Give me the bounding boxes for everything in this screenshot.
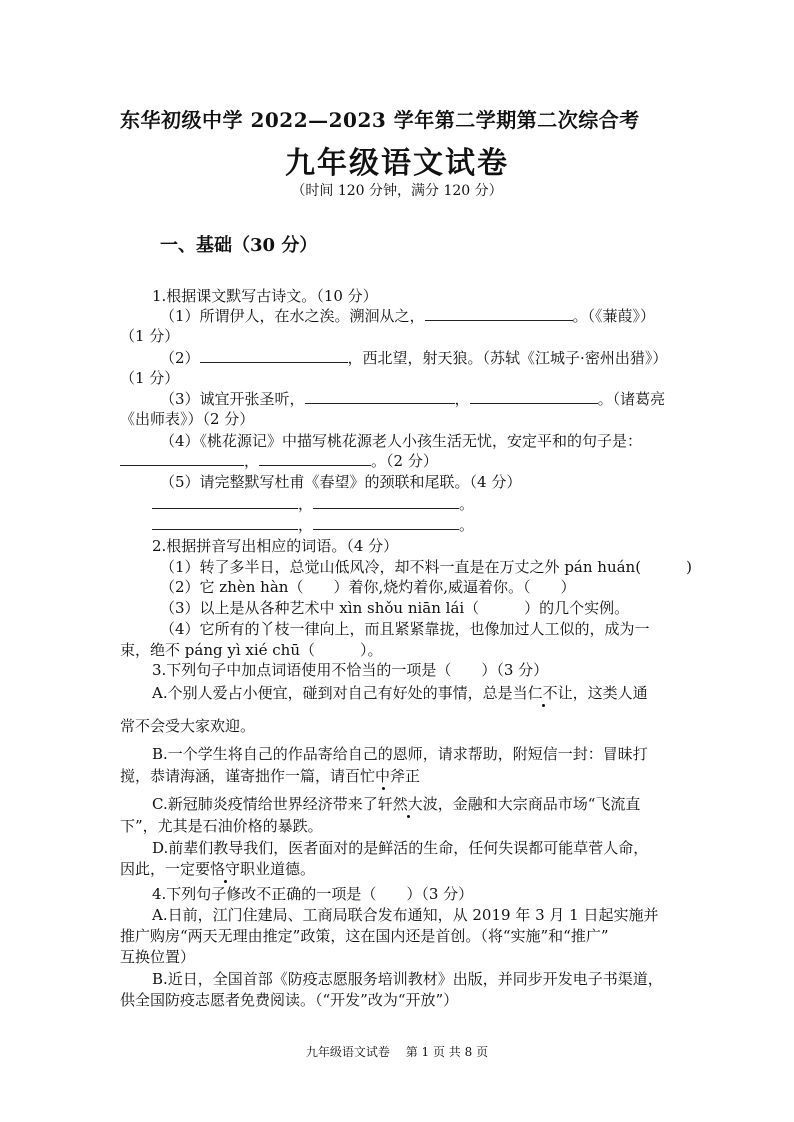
question-1-item-1-score: （1 分）	[120, 327, 180, 345]
question-3-option-b-cont: 搅，恭请海涵，谨寄拙作一篇，请百忙中斧正	[120, 767, 421, 785]
question-3-option-c-cont: 下”，尤其是石油价格的暴跌。	[120, 817, 323, 835]
section-heading: 一、基础（30 分）	[160, 235, 318, 256]
answer-blank[interactable]	[259, 451, 371, 466]
answer-blank[interactable]	[470, 389, 598, 404]
exam-time-score: （时间 120 分钟，满分 120 分）	[291, 183, 503, 199]
page-title: 九年级语文试卷	[285, 146, 509, 181]
question-3-option-a-cont: 常不会受大家欢迎。	[120, 717, 256, 735]
question-1-item-5-answer-row-1: ， 。	[152, 494, 474, 514]
question-4-option-a-cont-2: 互换位置）	[120, 948, 196, 966]
question-1-item-1: （1）所谓伊人，在水之涘。溯洄从之， 。（《蒹葭》）	[160, 307, 656, 325]
question-3-option-b: B.一个学生将自己的作品寄给自己的恩师，请求帮助，附短信一封：冒昧打	[152, 745, 648, 763]
question-3-stem: 3.下列句子中加点词语使用不恰当的一项是（ ）（3 分）	[152, 661, 549, 679]
answer-blank[interactable]	[425, 306, 573, 321]
page-footer: 九年级语文试卷 第 1 页 共 8 页	[305, 1045, 489, 1059]
question-2-item-4-cont: 束，绝不 páng yì xié chū（ ）。	[120, 641, 383, 659]
question-1-item-3-source: 《出师表》）（2 分）	[120, 410, 255, 428]
question-1-item-2: （2） ，西北望，射天狼。（苏轼《江城子·密州出猎》）	[160, 349, 668, 367]
question-3-option-c: C.新冠肺炎疫情给世界经济带来了轩然大波，金融和大宗商品市场“飞流直	[152, 795, 641, 813]
question-1-item-5-answer-row-2: ， 。	[152, 515, 474, 535]
question-2-item-3: （3）以上是从各种艺术中 xìn shǒu niān lái（ ）的几个实例。	[160, 599, 630, 617]
question-3-option-d: D.前辈们教导我们，医者面对的是鲜活的生命，任何失误都可能草菅人命，	[152, 839, 649, 857]
question-2-stem: 2.根据拼音写出相应的词语。（4 分）	[152, 537, 399, 555]
question-1-item-3: （3）诚宜开张圣听， ， 。（诸葛亮	[160, 390, 666, 408]
answer-blank[interactable]	[313, 515, 459, 530]
question-4-option-a-cont: 推广购房“两天无理由推定”政策，这在国内还是首创。（将“实施”和“推广”	[120, 927, 609, 945]
question-4-option-b: B.近日，全国首部《防疫志愿服务培训教材》出版，并同步开发电子书渠道，	[152, 970, 663, 988]
question-4-stem: 4.下列句子修改不正确的一项是（ ）（3 分）	[152, 885, 474, 903]
question-3-option-a: A.个别人爱占小便宜，碰到对自己有好处的事情，总是当仁不让，这类人通	[152, 684, 648, 702]
answer-blank[interactable]	[152, 515, 298, 530]
answer-blank[interactable]	[305, 389, 455, 404]
answer-blank[interactable]	[313, 494, 459, 509]
question-3-option-d-cont: 因此，一定要恪守职业道德。	[120, 860, 316, 878]
answer-blank[interactable]	[152, 494, 298, 509]
question-2-item-4: （4）它所有的丫枝一律向上，而且紧紧靠拢，也像加过人工似的，成为一	[160, 620, 650, 638]
answer-blank[interactable]	[120, 451, 244, 466]
question-4-option-b-cont: 供全国防疫志愿者免费阅读。（“开发”改为“开放”）	[120, 991, 459, 1009]
answer-blank[interactable]	[200, 348, 348, 363]
question-2-item-1: （1）转了多半日，总觉山低风冷，却不料一直是在万丈之外 pán huán( )	[160, 558, 692, 576]
question-4-option-a: A.日前，江门住建局、工商局联合发布通知，从 2019 年 3 月 1 日起实施并	[152, 906, 659, 924]
question-1-item-4: （4）《桃花源记》中描写桃花源老人小孩生活无忧，安定平和的句子是：	[160, 432, 643, 450]
question-1-stem: 1.根据课文默写古诗文。（10 分）	[152, 287, 378, 305]
question-1-item-2-score: （1 分）	[120, 369, 180, 387]
question-2-item-2: （2）它 zhèn hàn（ ）着你,烧灼着你,威逼着你。（ ）	[160, 578, 576, 596]
question-1-item-4-answer: ， 。（2 分）	[120, 451, 438, 471]
school-exam-line: 东华初级中学 2022—2023 学年第二学期第二次综合考	[120, 108, 640, 132]
question-1-item-5: （5）请完整默写杜甫《春望》的颈联和尾联。（4 分）	[160, 473, 522, 491]
